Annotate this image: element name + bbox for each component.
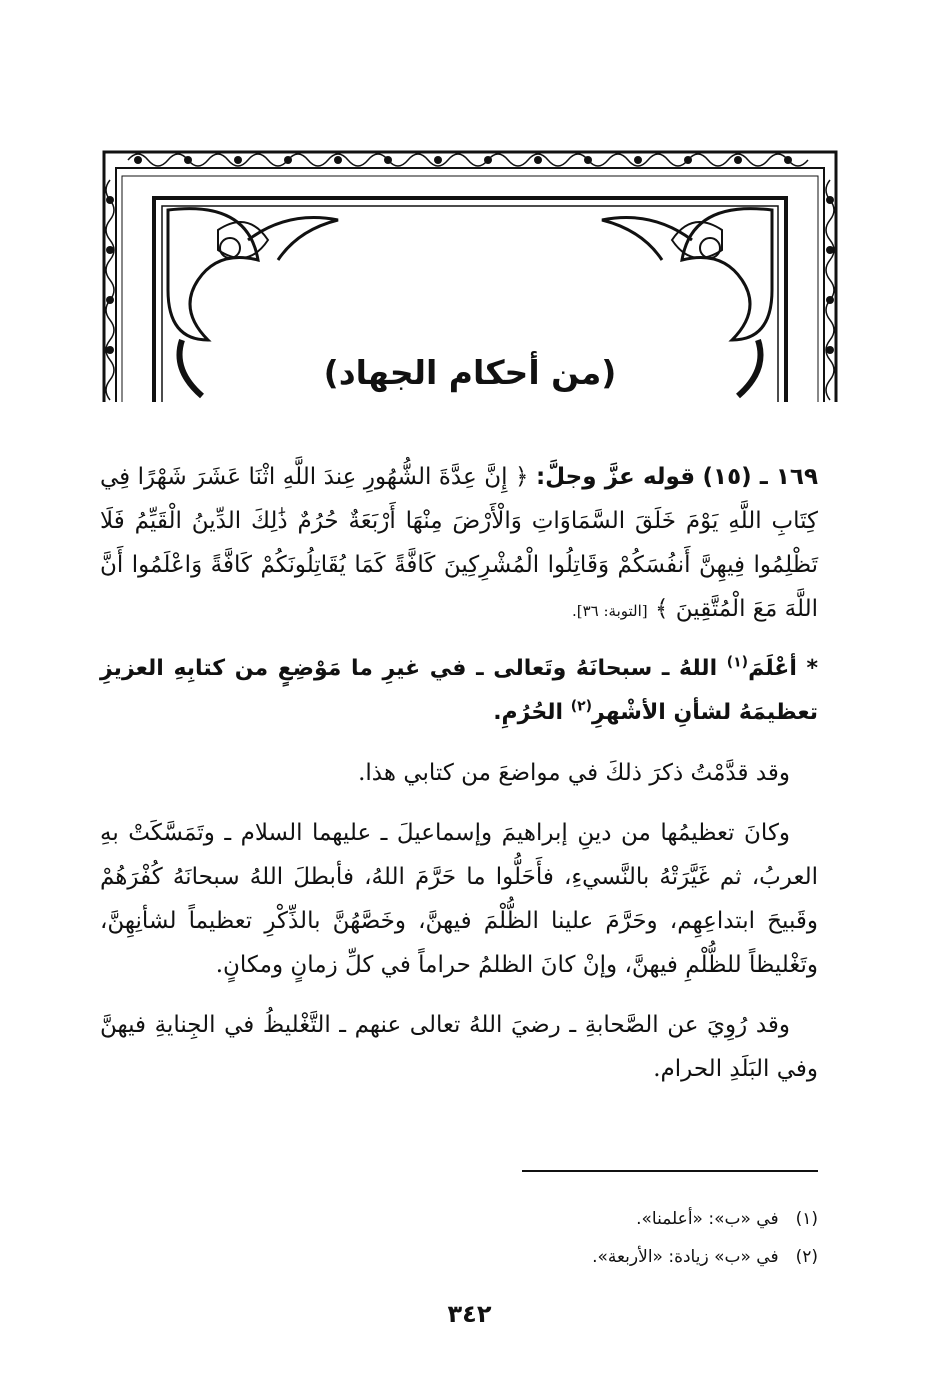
item-number: ١٦٩ ـ (١٥) <box>702 464 819 490</box>
paragraph-lead: * أعْلَمَ <box>748 656 818 681</box>
footnote-divider <box>522 1170 818 1172</box>
footnote-item <box>100 1200 818 1238</box>
page-number: ٣٤٢ <box>447 1300 492 1328</box>
paragraph: وكانَ تعظيمُها من دينِ إبراهيمَ وإسماعيلَ ـ عليهما السلام ـ وتَمَسَّكَتْ بهِ العربُ، ثم غَيَّرَتْهُ بالنَّسيءِ، فأَحَلُّوا ما حَرَّمَ اللهُ، فأبطلَ اللهُ سبحانَهُ كُفْرَهُمْ وقَبيحَ ابتداعِهِم، وحَرَّمَ علينا الظُّلْمَ فيهنَّ، وخَصَّهُنَّ بالذِّكْرِ تعظيماً لشأنِهِنَّ، وتَغْليظاً للظُّلْمِ فيهنَّ، وإنْ كانَ الظلمُ حراماً في كلِّ زمانٍ ومكانٍ. <box>100 820 818 978</box>
footnote-ref-2: (٢) <box>570 698 593 715</box>
footnotes <box>100 1200 818 1276</box>
paragraph-mid: اللهُ ـ سبحانَهُ وتَعالى ـ في غيرِ ما مَوْضِعٍ من كتابِهِ العزيزِ تعظيمَهُ لشأنِ الأشْهرِ <box>100 656 818 725</box>
quran-item <box>100 455 818 633</box>
verse-citation: [التوبة: ٣٦]. <box>571 602 648 620</box>
footnote-number: (٢) <box>795 1247 818 1267</box>
main-text <box>100 455 818 1107</box>
footnote-number: (١) <box>795 1209 818 1229</box>
chapter-title: (من أحكام الجهاد) <box>323 353 617 392</box>
footnote-ref-1: (١) <box>726 654 749 671</box>
paragraph-highlight <box>100 647 818 735</box>
paragraph: وقد رُوِيَ عن الصَّحابةِ ـ رضيَ اللهُ تعالى عنهم ـ التَّغْليظُ في الجِنايةِ فيهنَّ وفي البَلَدِ الحرام. <box>100 1012 818 1082</box>
paragraph-tail: الحُرُمِ. <box>493 700 564 725</box>
paragraph: وقد قدَّمْتُ ذكرَ ذلكَ في مواضعَ من كتابي هذا. <box>358 760 790 786</box>
footnote-item <box>100 1238 818 1276</box>
item-intro: قوله عزَّ وجلَّ: <box>535 464 696 490</box>
footnote-text: في «ب» زيادة: «الأربعة». <box>592 1247 779 1267</box>
footnote-text: في «ب»: «أعلمنا». <box>636 1209 779 1229</box>
quran-verse: ﴿ إِنَّ عِدَّةَ الشُّهُورِ عِندَ اللَّهِ اثْنَا عَشَرَ شَهْرًا فِي كِتَابِ اللَّهِ يَوْمَ خَلَقَ السَّمَاوَاتِ وَالْأَرْضَ مِنْهَا أَرْبَعَةٌ حُرُمٌ ذَٰلِكَ الدِّينُ الْقَيِّمُ فَلَا تَظْلِمُوا فِيهِنَّ أَنفُسَكُمْ وَقَاتِلُوا الْمُشْرِكِينَ كَافَّةً كَمَا يُقَاتِلُونَكُمْ كَافَّةً وَاعْلَمُوا أَنَّ اللَّهَ مَعَ الْمُتَّقِينَ ﴾ <box>100 464 818 622</box>
